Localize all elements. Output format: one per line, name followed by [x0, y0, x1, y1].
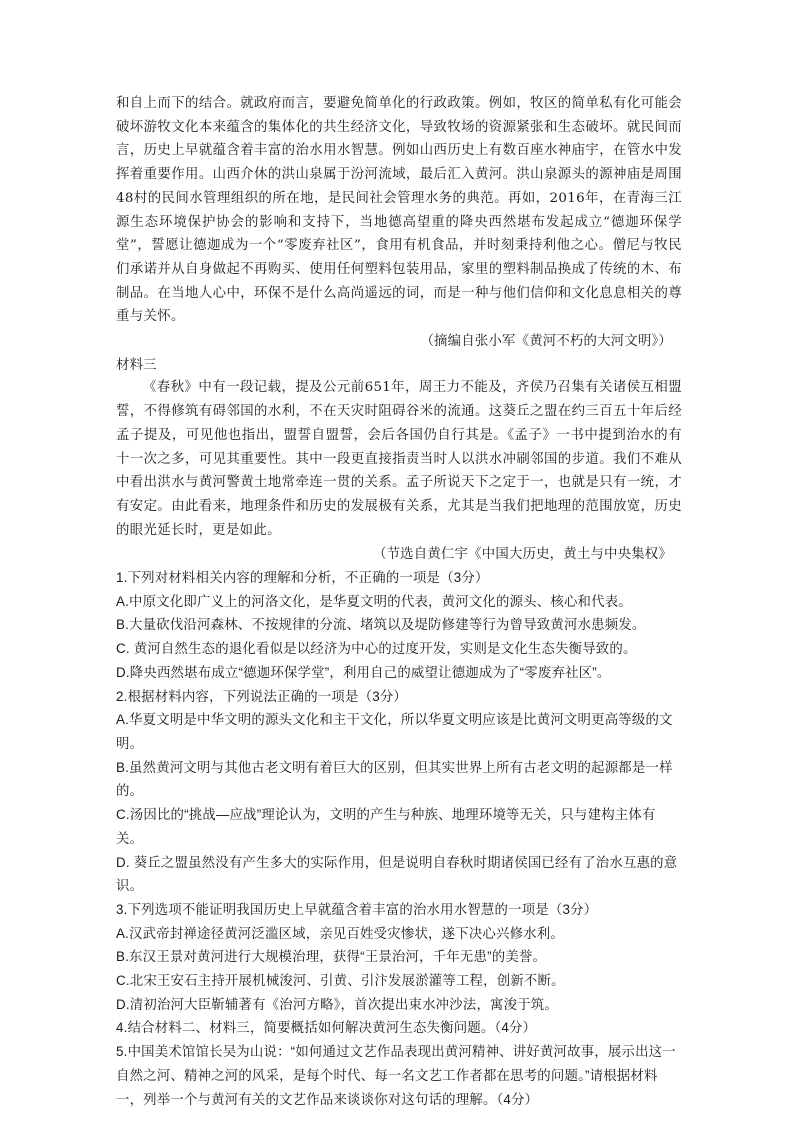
question-3-option-b: B.东汉王景对黄河进行大规模治理，获得“王景治河，千年无患”的美誉。	[116, 949, 547, 965]
material3-heading: 材料三	[116, 356, 157, 372]
question-1-option-b: B.大量砍伐沿河森林、不按规律的分流、堵筑以及堤防修建等行为曾导致黄河水患频发。	[116, 617, 646, 633]
question-1-option-c: C. 黄河自然生态的退化看似是以经济为中心的过度开发，实则是文化生态失衡导致的。	[116, 641, 637, 657]
question-2-stem: 2.根据材料内容，下列说法正确的一项是（3分）	[116, 688, 408, 704]
question-4: 4.结合材料二、材料三，简要概括如何解决黄河生态失衡问题。（4分）	[116, 1020, 537, 1036]
question-2-option-a: A.华夏文明是中华文明的源头文化和主干文化，所以华夏文明应该是比黄河文明更高等级的文明。	[116, 712, 673, 751]
question-1-option-d: D.降央西然堪布成立“德迦环保学堂”，利用自己的威望让德迦成为了“零废弃社区”。	[116, 664, 611, 680]
question-5: 5.中国美术馆馆长吴为山说：“如何通过文艺作品表现出黄河精神、讲好黄河故事，展示出这一自然之河、精神之河的风采，是每个时代、每一名文艺工作者都在思考的问题。”请根据材料一，列举一个与黄河有关的文艺作品来谈谈你对这句话的理解。（4分）	[116, 1044, 676, 1107]
material3-paragraph: 《春秋》中有一段记载，提及公元前651年，周王力不能及，齐侯乃召集有关诸侯互相盟誓，不得修筑有碍邻国的水利，不在天灾时阻碍谷米的流通。这葵丘之盟在约三百五十年后经孟子提及，可见他也指出，盟誓自盟誓，会后各国仍自行其是。《孟子》一书中提到治水的有十一次之多，可见其重要性。其中一段更直接指责当时人以洪水冲刷邻国的步道。我们不难从中看出洪水与黄河警黄土地常牵连一贯的关系。孟子所说天下之定于一，也就是只有一统，才有安定。由此看来，地理条件和历史的发展极有关系，尤其是当我们把地理的范围放宽，历史的眼光延长时，更是如此。	[116, 380, 682, 538]
question-1-option-a: A.中原文化即广义上的河洛文化，是华夏文明的代表，黄河文化的源头、核心和代表。	[116, 593, 632, 609]
question-1	[116, 566, 682, 685]
material3-source: （节选自黄仁宇《中国大历史，黄土与中央集权》	[373, 546, 672, 562]
document-page	[116, 92, 682, 1111]
question-3-option-c: C.北宋王安石主持开展机械浚河、引黄、引汴发展淤灌等工程，创新不断。	[116, 973, 565, 989]
question-3-option-d: D.清初治河大臣靳辅著有《治河方略》，首次提出束水冲沙法，寓浚于筑。	[116, 996, 558, 1012]
question-1-stem: 1.下列对材料相关内容的理解和分析，不正确的一项是（3分）	[116, 570, 489, 586]
question-3-option-a: A.汉武帝封禅途径黄河泛滥区域，亲见百姓受灾惨状，遂下决心兴修水利。	[116, 925, 564, 941]
question-2	[116, 685, 682, 898]
material2-paragraph-tail: 和自上而下的结合。就政府而言，要避免简单化的行政政策。例如，牧区的简单私有化可能会破坏游牧文化本来蕴含的集体化的共生经济文化，导致牧场的资源紧张和生态破坏。就民间而言，历史上早就蕴含着丰富的治水用水智慧。例如山西历史上有数百座水神庙宇，在管水中发挥着重要作用。山西介休的洪山泉属于汾河流域，最后汇入黄河。洪山泉源头的源神庙是周围48村的民间水管理组织的所在地，是民间社会管理水务的典范。再如，2016年，在青海三江源生态环境保护协会的影响和支持下，当地德高望重的降央西然堪布发起成立“德迦环保学堂”，誓愿让德迦成为一个“零废弃社区”，食用有机食品，并时刻秉持利他之心。僧尼与牧民们承诺并从自身做起不再购买、使用任何塑料包装用品，家里的塑料制品换成了传统的木、布制品。在当地人心中，环保不是什么高尚遥远的词，而是一种与他们信仰和文化息息相关的尊重与关怀。	[116, 96, 682, 325]
question-3-stem: 3.下列选项不能证明我国历史上早就蕴含着丰富的治水用水智慧的一项是（3分）	[116, 901, 598, 917]
question-2-option-c: C.汤因比的“挑战—应战”理论认为，文明的产生与种族、地理环境等无关，只与建构主体有关。	[116, 807, 656, 846]
question-3	[116, 898, 682, 1017]
material2-source: （摘编自张小军《黄河不朽的大河文明》）	[420, 333, 672, 349]
question-2-option-d: D. 葵丘之盟虽然没有产生多大的实际作用，但是说明自春秋时期诸侯国已经有了治水互惠的意识。	[116, 854, 678, 894]
question-2-option-b: B.虽然黄河文明与其他古老文明有着巨大的区别，但其实世界上所有古老文明的起源都是一样的。	[116, 759, 673, 799]
